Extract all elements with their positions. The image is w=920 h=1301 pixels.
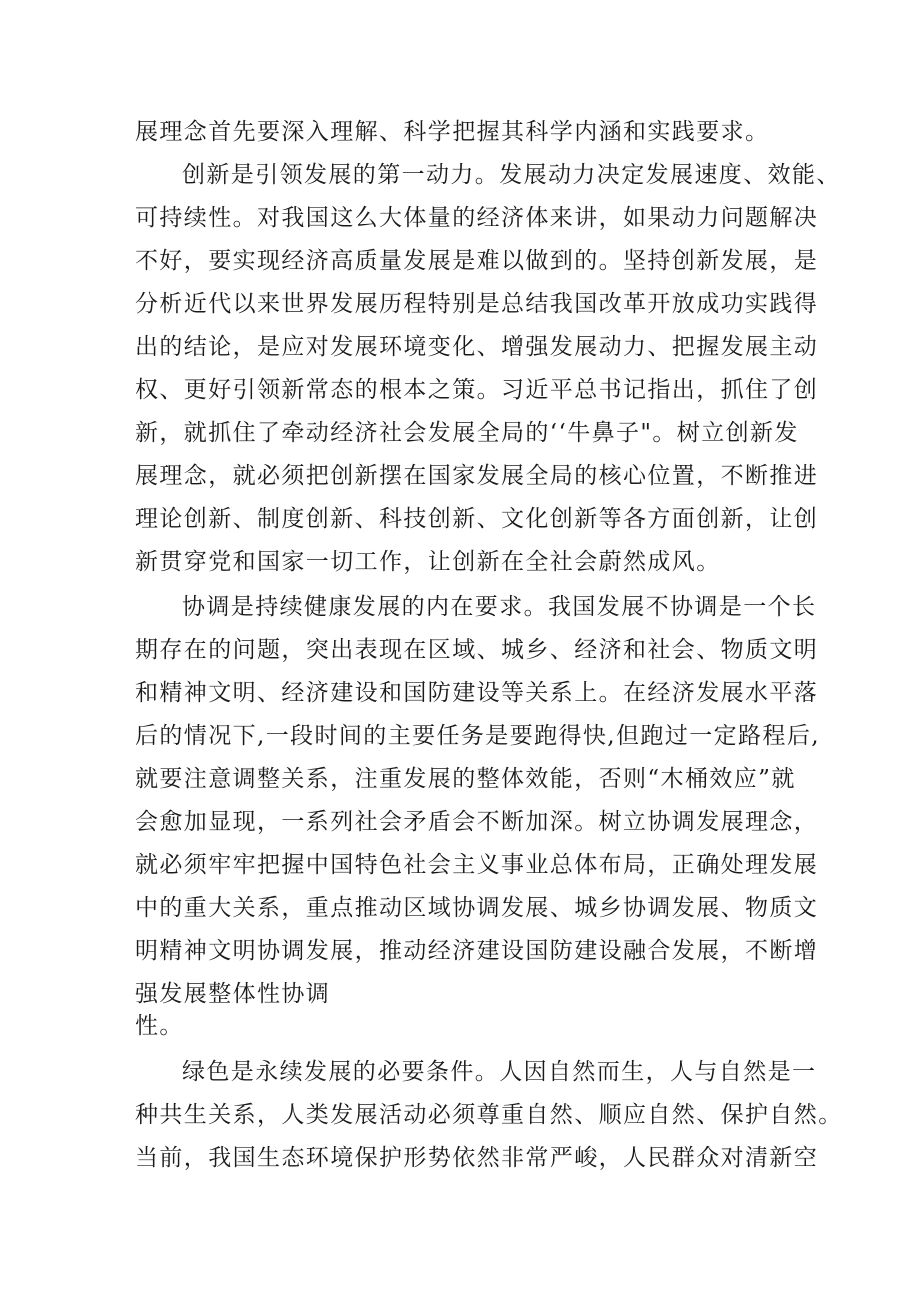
- text-line: 种共生关系，人类发展活动必须尊重自然、顺应自然、保护自然。: [135, 1102, 843, 1128]
- text-line: 不好，要实现经济高质量发展是难以做到的。坚持创新发展，是: [135, 248, 819, 274]
- text-line: 和精神文明、经济建设和国防建设等关系上。在经济发展水平落: [135, 680, 819, 706]
- text-line: 新，就抓住了牵动经济社会发展全局的‘‘牛鼻子"。树立创新发: [135, 420, 799, 446]
- text-line: 后的情况下,一段时间的主要任务是要跑得快,但跑过一定路程后,: [135, 723, 820, 749]
- text-line: 展理念，就必须把创新摆在国家发展全局的核心位置，不断推进: [135, 463, 819, 489]
- text-line: 分析近代以来世界发展历程特别是总结我国改革开放成功实践得: [135, 291, 819, 317]
- text-line: 当前，我国生态环境保护形势依然非常严峻，人民群众对清新空: [135, 1145, 819, 1171]
- text-line: 明精神文明协调发展，推动经济建设国防建设融合发展，不断增: [135, 938, 819, 964]
- text-line: 创新是引领发展的第一动力。发展动力决定发展速度、效能、: [182, 162, 841, 188]
- text-line: 就必须牢牢把握中国特色社会主义事业总体布局，正确处理发展: [135, 852, 819, 878]
- text-line: 绿色是永续发展的必要条件。人因自然而生，人与自然是一: [182, 1059, 817, 1085]
- text-line: 就要注意调整关系，注重发展的整体效能，否则“木桶效应”就: [135, 766, 796, 792]
- text-line: 理论创新、制度创新、科技创新、文化创新等各方面创新，让创: [135, 506, 819, 532]
- text-line: 权、更好引领新常态的根本之策。习近平总书记指出，抓住了创: [135, 377, 819, 403]
- text-line: 展理念首先要深入理解、科学把握其科学内涵和实践要求。: [135, 119, 770, 145]
- text-line: 协调是持续健康发展的内在要求。我国发展不协调是一个长: [182, 594, 817, 620]
- text-line: 期存在的问题，突出表现在区域、城乡、经济和社会、物质文明: [135, 637, 819, 663]
- text-line: 可持续性。对我国这么大体量的经济体来讲，如果动力问题解决: [135, 205, 819, 231]
- text-line: 会愈加显现，一系列社会矛盾会不断加深。树立协调发展理念，: [135, 809, 819, 835]
- text-line: 强发展整体性协调: [135, 981, 331, 1007]
- text-line: 中的重大关系，重点推动区域协调发展、城乡协调发展、物质文: [135, 895, 819, 921]
- text-line: 性。: [135, 1013, 184, 1039]
- text-line: 出的结论，是应对发展环境变化、增强发展动力、把握发展主动: [135, 334, 819, 360]
- text-line: 新贯穿党和国家一切工作，让创新在全社会蔚然成风。: [135, 549, 721, 575]
